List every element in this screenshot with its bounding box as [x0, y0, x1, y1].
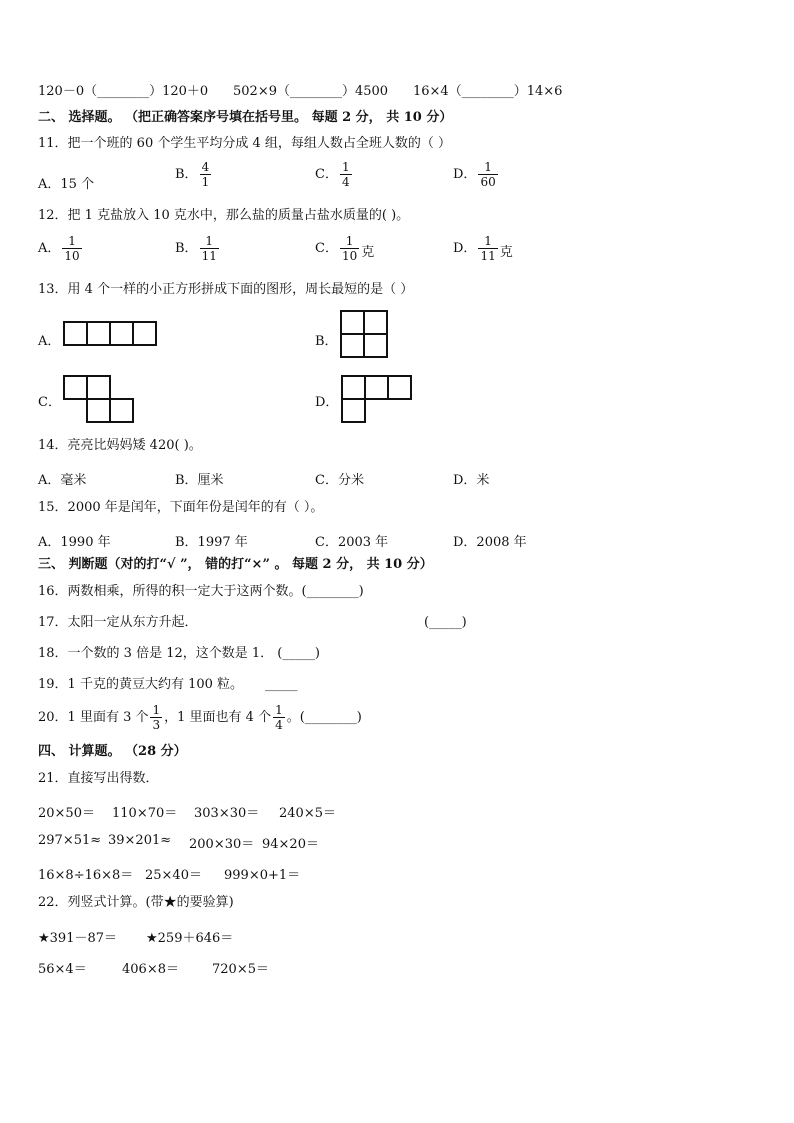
fraction: $\frac{1}{60}$	[480, 160, 496, 189]
q14-option-b: B．厘米	[175, 473, 224, 488]
q13-option-d: D．	[315, 395, 339, 410]
calc-item: ★259＋646＝	[146, 931, 234, 946]
q11-option-a: A．15 个	[38, 177, 95, 192]
question-18: 18．一个数的 3 倍是 12，这个数是 1． (_____)	[38, 646, 320, 661]
question-17: 17．太阳一定从东方升起．	[38, 615, 198, 630]
fraction: $\frac{1}{11}$	[201, 234, 217, 263]
compare-item-2: 502×9（________）4500	[233, 84, 389, 99]
q11-option-d: D． $\frac{1}{60}$	[453, 160, 496, 189]
calc-item: 25×40＝	[145, 868, 202, 883]
calc-item: 39×201≈	[108, 833, 172, 848]
question-13: 13．用 4 个一样的小正方形拼成下面的图形，周长最短的是（ ）	[38, 282, 414, 297]
calc-item: 16×8÷16×8＝	[38, 868, 134, 883]
fraction: $\frac{1}{10}$	[341, 234, 358, 263]
q15-option-c: C．2003 年	[315, 535, 389, 550]
q13-option-a: A．	[38, 334, 61, 349]
question-19: 19．1 千克的黄豆大约有 100 粒。	[38, 677, 244, 692]
calc-item: 720×5＝	[212, 962, 269, 977]
q15-option-d: D．2008 年	[453, 535, 527, 550]
question-22: 22．列竖式计算。(带★的要验算)	[38, 895, 234, 910]
question-15: 15．2000 年是闰年，下面年份是闰年的有（ ）。	[38, 500, 324, 515]
section-3-heading: 三、 判断题（对的打“√ ”， 错的打“×” 。 每题 2 分， 共 10 分）	[38, 557, 433, 572]
q14-option-a: A．毫米	[38, 473, 87, 488]
calc-item: 200×30＝	[189, 837, 255, 852]
calc-item: 297×51≈	[38, 833, 102, 848]
fraction: $\frac{1}{4}$	[341, 160, 350, 189]
calc-item: 303×30＝	[194, 806, 260, 821]
section-4-heading: 四、 计算题。 （28 分）	[38, 744, 187, 759]
q15-option-a: A．1990 年	[38, 535, 111, 550]
compare-line	[38, 84, 563, 100]
fraction: $\frac{1}{11}$	[480, 234, 496, 263]
compare-item-3: 16×4（________）14×6	[413, 84, 563, 99]
q15-option-b: B．1997 年	[175, 535, 248, 550]
q12-option-b: B． $\frac{1}{11}$	[175, 234, 217, 263]
question-20: 20．1 里面有 3 个 $\frac{1}{3}$ ，1 里面也有 4 个 $\frac{1}{4}$ 。(________)	[38, 703, 362, 732]
question-12: 12．把 1 克盐放入 10 克水中，那么盐的质量占盐水质量的( )。	[38, 208, 410, 223]
q13-option-b: B．	[315, 334, 338, 349]
calc-item: 94×20＝	[262, 837, 319, 852]
fraction: $\frac{4}{1}$	[201, 160, 210, 189]
q17-answer-blank[interactable]: (_____)	[424, 615, 467, 630]
q12-option-c: C． $\frac{1}{10}$ 克	[315, 234, 375, 263]
calc-item: 999×0+1＝	[224, 868, 301, 883]
fraction: $\frac{1}{10}$	[64, 234, 80, 263]
calc-item: 20×50＝	[38, 806, 95, 821]
q14-option-c: C．分米	[315, 473, 364, 488]
calc-item: 56×4＝	[38, 962, 87, 977]
fraction: $\frac{1}{4}$	[275, 703, 283, 732]
calc-item: 406×8＝	[122, 962, 179, 977]
question-21: 21．直接写出得数．	[38, 771, 159, 786]
q12-option-a: A． $\frac{1}{10}$	[38, 234, 80, 263]
q12-option-d: D． $\frac{1}{11}$ 克	[453, 234, 513, 263]
calc-item: 110×70＝	[112, 806, 178, 821]
q11-option-c: C． $\frac{1}{4}$	[315, 160, 350, 189]
fraction: $\frac{1}{3}$	[152, 703, 161, 732]
question-16: 16．两数相乘，所得的积一定大于这两个数。(________)	[38, 584, 364, 599]
q11-option-b: B． $\frac{4}{1}$	[175, 160, 210, 189]
q19-answer-blank[interactable]: _____	[265, 677, 298, 692]
calc-item: ★391－87＝	[38, 931, 118, 946]
q14-option-d: D．米	[453, 473, 490, 488]
question-11: 11．把一个班的 60 个学生平均分成 4 组，每组人数占全班人数的（ ）	[38, 136, 452, 151]
question-14: 14．亮亮比妈妈矮 420( )。	[38, 438, 202, 453]
calc-item: 240×5＝	[279, 806, 336, 821]
section-2-heading: 二、 选择题。 （把正确答案序号填在括号里。 每题 2 分， 共 10 分）	[38, 110, 453, 125]
q13-option-c: C．	[38, 395, 61, 410]
compare-item-1: 120－0（________）120＋0	[38, 84, 209, 99]
